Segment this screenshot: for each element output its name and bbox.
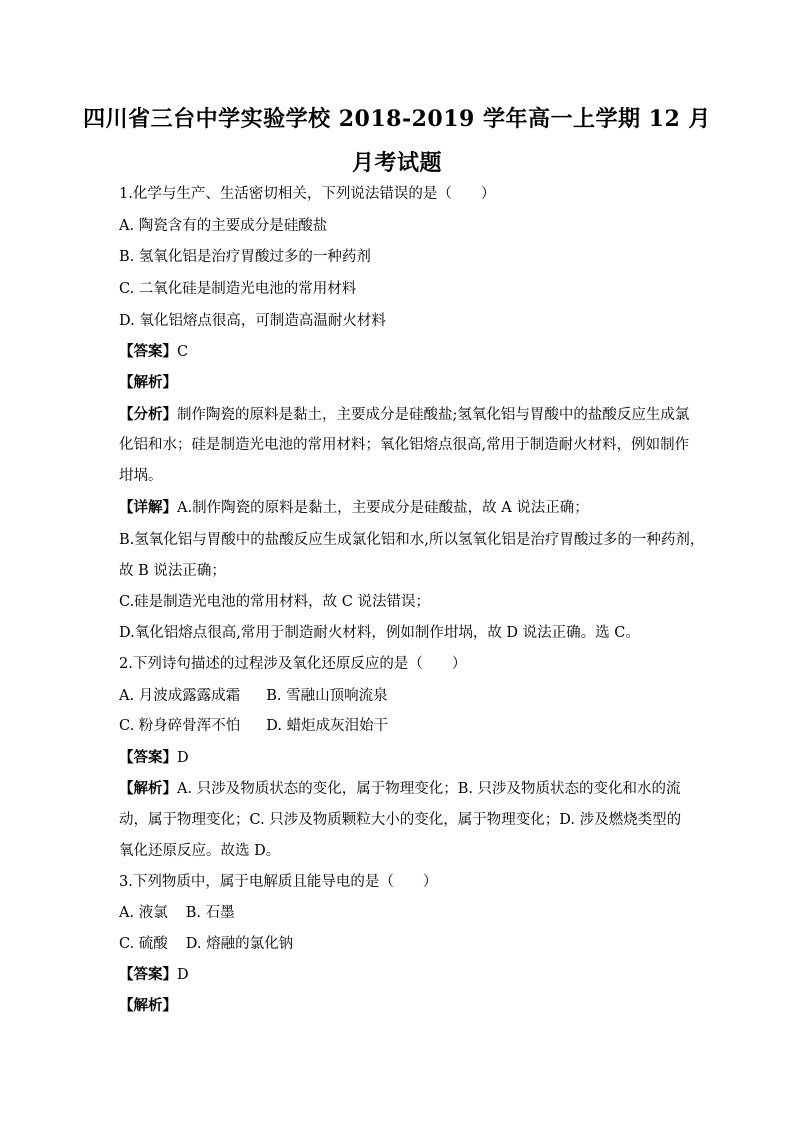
q1-xiangjie-line-4: C.硅是制造光电池的常用材料，故 C 说法错误； [119,594,430,610]
q1-xiangjie-line-2: B.氢氧化铝与胃酸中的盐酸反应生成氯化铝和水,所以氢氧化铝是治疗胃酸过多的一种药剂， [119,532,705,548]
answer-value: C [177,344,189,360]
document-title-line-1: 四川省三台中学实验学校 2018-2019 学年高一上学期 12 月 [83,106,711,132]
q2-options-ab [119,686,388,706]
q3-option-c: C. 硫酸 [119,936,168,952]
q1-xiangjie-line-3: 故 B 说法正确； [119,563,226,579]
q2-stem: 2.下列诗句描述的过程涉及氧化还原反应的是（ ） [119,656,467,672]
q1-fenxi-line-1 [119,405,689,425]
fenxi-text: 制作陶瓷的原料是黏土，主要成分是硅酸盐;氢氧化铝与胃酸中的盐酸反应生成氯 [177,407,690,423]
xiangjie-text: A.制作陶瓷的原料是黏土，主要成分是硅酸盐，故 A 说法正确； [177,500,589,516]
q2-analysis-line-3: 氧化还原反应。故选 D。 [119,843,281,859]
q3-option-b: B. 石墨 [185,905,235,921]
q1-option-c: C. 二氧化硅是制造光电池的常用材料 [119,281,357,297]
q3-options-ab [119,903,235,923]
q2-options-cd [119,716,388,736]
q3-option-a: A. 液氯 [119,905,168,921]
q2-option-b: B. 雪融山顶响流泉 [266,688,388,704]
document-title-line-2: 月考试题 [351,150,442,176]
answer-label: 【答案】 [119,749,177,766]
q3-stem: 3.下列物质中，属于电解质且能导电的是（ ） [119,874,438,890]
q2-option-a: A. 月波成露露成霜 [119,688,241,704]
fenxi-label: 【分析】 [119,406,177,423]
q3-options-cd [119,934,293,954]
answer-value: D [177,750,189,766]
answer-label: 【答案】 [119,343,177,360]
q1-xiangjie-line-5: D.氧化铝熔点很高,常用于制造耐火材料，例如制作坩埚，故 D 说法正确。选 C。 [119,625,640,641]
answer-label: 【答案】 [119,966,177,983]
q2-analysis-line-2: 动，属于物理变化；C. 只涉及物质颗粒大小的变化，属于物理变化；D. 涉及燃烧类型的 [119,812,682,828]
q1-option-a: A. 陶瓷含有的主要成分是硅酸盐 [119,218,328,234]
q1-option-d: D. 氧化铝熔点很高，可制造高温耐火材料 [119,313,386,329]
q1-stem: 1.化学与生产、生活密切相关，下列说法错误的是（ ） [119,186,496,202]
q2-answer [119,748,189,768]
q1-xiangjie-line-1 [119,498,589,518]
q1-fenxi-line-2: 化铝和水；硅是制造光电池的常用材料；氧化铝熔点很高,常用于制造耐火材料，例如制作 [119,437,690,453]
q3-answer [119,965,189,985]
q2-analysis-line-1 [119,779,681,799]
q2-option-d: D. 蜡炬成灰泪始干 [266,718,389,734]
answer-value: D [177,967,189,983]
analysis-text: A. 只涉及物质状态的变化，属于物理变化；B. 只涉及物质状态的变化和水的流 [177,781,681,797]
q1-answer [119,342,188,362]
q1-option-b: B. 氢氧化铝是治疗胃酸过多的一种药剂 [119,249,371,265]
q2-option-c: C. 粉身碎骨浑不怕 [119,718,241,734]
xiangjie-label: 【详解】 [119,499,177,516]
q1-analysis-label: 【解析】 [119,374,177,391]
q3-analysis-label: 【解析】 [119,997,177,1014]
q1-fenxi-line-3: 坩埚。 [119,468,163,484]
q3-option-d: D. 熔融的氯化钠 [185,936,294,952]
analysis-label: 【解析】 [119,780,177,797]
